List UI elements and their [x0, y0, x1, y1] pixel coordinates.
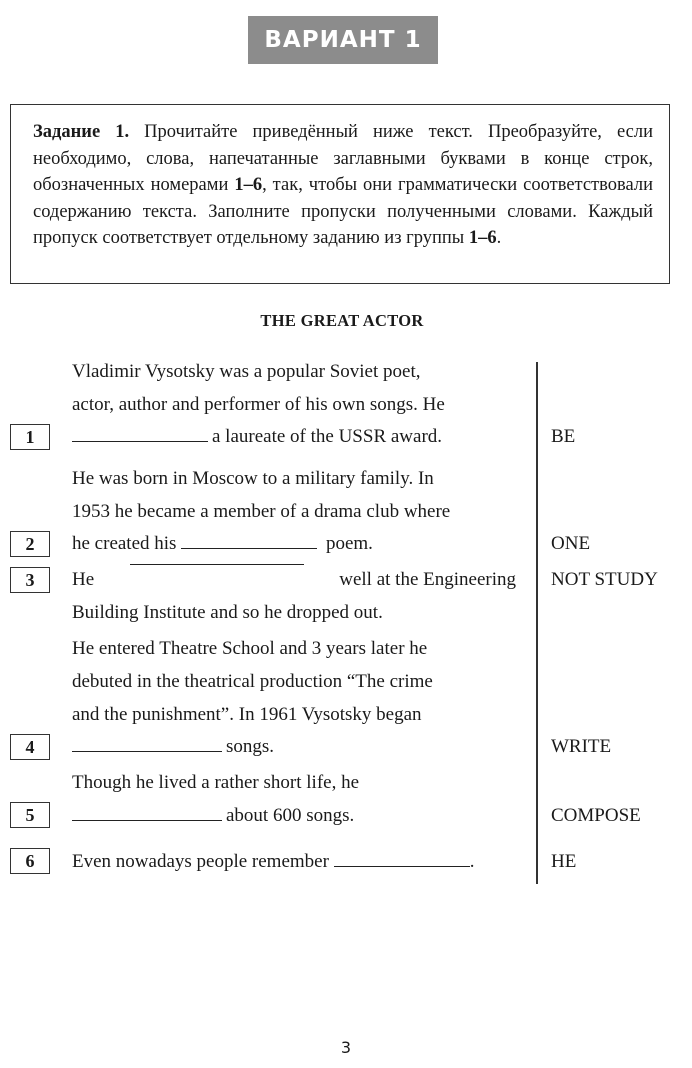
- variant-heading: ВАРИАНТ 1: [248, 16, 438, 64]
- text-line: Though he lived a rather short life, he: [72, 772, 360, 793]
- answer-blank-1[interactable]: [72, 440, 208, 442]
- text-line-with-blank: He well at the Engineering: [72, 563, 516, 596]
- text-line-with-blank: a laureate of the USSR award.: [72, 420, 516, 453]
- keyword-4: WRITE: [551, 736, 612, 757]
- text-line-with-blank: songs.: [72, 730, 516, 763]
- item-number-4: 4: [10, 734, 50, 760]
- text-line: debuted in the theatrical production “The crime: [72, 671, 433, 692]
- answer-blank-4[interactable]: [72, 750, 222, 752]
- keyword-1: BE: [551, 426, 576, 447]
- answer-blank-6[interactable]: [334, 865, 470, 867]
- task-label: Задание 1.: [33, 122, 130, 142]
- item-number-2: 2: [10, 531, 50, 557]
- task-range-2: 1–6: [468, 228, 497, 248]
- item-number-3: 3: [10, 567, 50, 593]
- keyword-5: COMPOSE: [551, 805, 641, 826]
- task-text-2: , так, чтобы они грамматически соответствовали содержанию текста. Заполните пропуски полученными словами. Каждый пропуск соответствует отдельному заданию из группы: [33, 175, 653, 248]
- story-title: THE GREAT ACTOR: [260, 311, 424, 330]
- item-number-1: 1: [10, 424, 50, 450]
- text-line: actor, author and performer of his own songs. He: [72, 394, 445, 415]
- task-text-1: Прочитайте приведённый ниже текст. Преобразуйте, если необходимо, слова, напечатанные заглавными буквами в конце строк, обозначенных номерами: [33, 122, 653, 195]
- page-number: 3: [340, 1038, 352, 1057]
- task-text-3: .: [496, 228, 502, 248]
- text-line-with-blank: he created his poem.: [72, 533, 373, 554]
- text-line: and the punishment”. In 1961 Vysotsky began: [72, 704, 422, 725]
- text-line: He entered Theatre School and 3 years later he: [72, 638, 428, 659]
- text-line: Building Institute and so he dropped out.: [72, 602, 383, 623]
- text-line: 1953 he became a member of a drama club where: [72, 501, 451, 522]
- item-number-6: 6: [10, 848, 50, 874]
- keyword-3: NOT STUDY: [551, 569, 658, 590]
- column-divider: [536, 362, 538, 884]
- text-line: He was born in Moscow to a military family. In: [72, 468, 434, 489]
- keyword-6: HE: [551, 851, 577, 872]
- text-line-with-blank: Even nowadays people remember .: [72, 851, 475, 872]
- answer-blank-2[interactable]: [181, 547, 317, 549]
- answer-blank-5[interactable]: [72, 819, 222, 821]
- text-line-with-blank: about 600 songs.: [72, 799, 516, 832]
- task-instructions-box: [10, 104, 670, 284]
- answer-blank-3[interactable]: [130, 563, 304, 565]
- task-range-1: 1–6: [234, 175, 263, 195]
- keyword-2: ONE: [551, 533, 591, 554]
- item-number-5: 5: [10, 802, 50, 828]
- text-line: Vladimir Vysotsky was a popular Soviet poet,: [72, 361, 421, 382]
